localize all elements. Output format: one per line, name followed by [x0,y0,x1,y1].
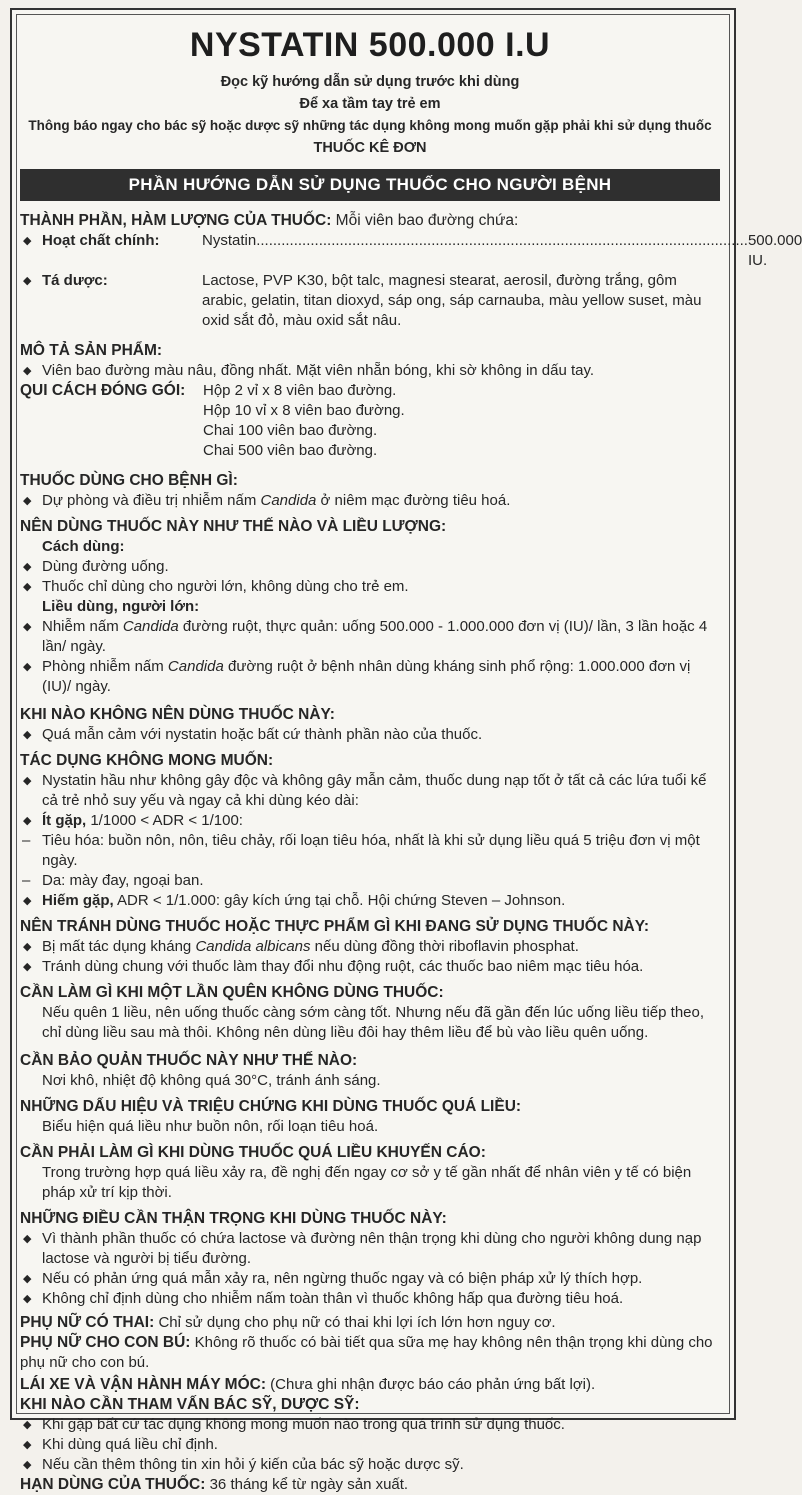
warning-children: Để xa tầm tay trẻ em [299,96,441,112]
overdose-signs-heading: NHỮNG DẤU HIỆU VÀ TRIỆU CHỨNG KHI DÙNG THUỐC QUÁ LIỀU: [20,1098,522,1115]
overdose-signs-text: Biểu hiện quá liều như buồn nôn, rối loạn tiêu hoá. [42,1118,379,1135]
storage-heading: CẦN BẢO QUẢN THUỐC NÀY NHƯ THẾ NÀO: [20,1052,358,1069]
dose-item: ◆ Nhiễm nấm Candida đường ruột, thực quản: uống 500.000 - 1.000.000 đơn vị (IU)/ lần, 3 lần hoặc 4 lần/ ngày. [20,617,720,657]
usage-item: ◆ Dùng đường uống. [20,557,720,577]
adverse-intro: ◆ Nystatin hầu như không gây độc và không gây mẫn cảm, thuốc dung nạp tốt ở tất cả các lứa tuổi kể cả trẻ nhỏ suy yếu và ngay cả khi dùng kéo dài: [20,771,720,811]
adverse-common-item: – Tiêu hóa: buồn nôn, nôn, tiêu chảy, rối loạn tiêu hóa, nhất là khi sử dụng liều quá 5 triệu đơn vị một ngày. [20,831,720,871]
usage-item: ◆ Thuốc chỉ dùng cho người lớn, không dùng cho trẻ em. [20,577,720,597]
description-text: ◆ Viên bao đường màu nâu, đồng nhất. Mặt viên nhẵn bóng, khi sờ không in dấu tay. [20,361,720,381]
composition-heading: THÀNH PHẦN, HÀM LƯỢNG CỦA THUỐC: Mỗi viên bao đường chứa: [20,212,519,229]
dose-label: Liều dùng, người lớn: [42,598,200,615]
adverse-rare: ◆ Hiếm gặp, ADR < 1/1.000: gây kích ứng tại chỗ. Hội chứng Steven – Johnson. [20,891,720,911]
active-label: ◆ Hoạt chất chính: [42,232,160,249]
dose-item: ◆ Phòng nhiễm nấm Candida đường ruột ở bệnh nhân dùng kháng sinh phổ rộng: 1.000.000 đơn vị (IU)/ ngày. [20,657,720,697]
product-title: NYSTATIN 500.000 I.U [189,26,551,64]
precaution-item: ◆ Vì thành phần thuốc có chứa lactose và đường nên thận trọng khi dùng cho người không dung nạp lactose và người bị tiểu đường. [20,1229,720,1269]
consult-item: ◆ Khi gặp bất cứ tác dụng không mong muốn nào trong quá trình sử dụng thuốc. [20,1415,720,1435]
interaction-item: ◆ Tránh dùng chung với thuốc làm thay đổi nhu động ruột, các thuốc bao niêm mạc tiêu hóa. [20,957,720,977]
consult-item: ◆ Nếu cần thêm thông tin xin hỏi ý kiến của bác sỹ hoặc dược sỹ. [20,1455,720,1475]
active-name: Nystatin [202,232,257,249]
active-ingredient-row [20,231,802,271]
leaflet-content [20,18,802,1495]
driving-line: LÁI XE VÀ VẬN HÀNH MÁY MÓC: (Chưa ghi nhận được báo cáo phản ứng bất lợi). [20,1376,596,1393]
adverse-heading: TÁC DỤNG KHÔNG MONG MUỐN: [20,752,274,769]
expiry-line: HẠN DÙNG CỦA THUỐC: 36 tháng kể từ ngày sản xuất. [20,1476,409,1493]
contra-text: ◆ Quá mẫn cảm với nystatin hoặc bất cứ thành phần nào của thuốc. [20,725,720,745]
overdose-action-heading: CẦN PHẢI LÀM GÌ KHI DÙNG THUỐC QUÁ LIỀU KHUYẾN CÁO: [20,1144,486,1161]
active-amount: 500.000 IU. [747,232,802,269]
warning-report: Thông báo ngay cho bác sỹ hoặc dược sỹ những tác dụng không mong muốn gặp phải khi sử dụng thuốc [28,118,712,133]
pregnancy-line: PHỤ NỮ CÓ THAI: Chỉ sử dụng cho phụ nữ có thai khi lợi ích lớn hơn nguy cơ. [20,1314,556,1331]
excipient-label: ◆ Tá dược: [42,272,108,289]
usage-label: Cách dùng: [42,538,125,555]
consult-heading: KHI NÀO CẦN THAM VẤN BÁC SỸ, DƯỢC SỸ: [20,1396,360,1413]
packaging-item: Hộp 2 vỉ x 8 viên bao đường. [203,382,397,399]
precaution-item: ◆ Nếu có phản ứng quá mẫn xảy ra, nên ngừng thuốc ngay và có biện pháp xử lý thích hợp. [20,1269,720,1289]
packaging-item: Chai 500 viên bao đường. [203,442,378,459]
packaging-item: Hộp 10 vỉ x 8 viên bao đường. [203,402,405,419]
consult-item: ◆ Khi dùng quá liều chỉ định. [20,1435,720,1455]
precautions-heading: NHỮNG ĐIỀU CẦN THẬN TRỌNG KHI DÙNG THUỐC NÀY: [20,1210,447,1227]
precaution-item: ◆ Không chỉ định dùng cho nhiễm nấm toàn thân vì thuốc không hấp qua đường tiêu hoá. [20,1289,720,1309]
dot-leader: ...................................................................................................................... [256,232,748,249]
adverse-common: ◆ Ít gặp, 1/1000 < ADR < 1/100: [20,811,720,831]
packaging-block [20,381,720,461]
storage-text: Nơi khô, nhiệt độ không quá 30°C, tránh ánh sáng. [42,1072,381,1089]
interactions-heading: NÊN TRÁNH DÙNG THUỐC HOẶC THỰC PHẨM GÌ KHI ĐANG SỬ DỤNG THUỐC NÀY: [20,918,650,935]
prescription-label: THUỐC KÊ ĐƠN [313,140,427,156]
contra-heading: KHI NÀO KHÔNG NÊN DÙNG THUỐC NÀY: [20,706,335,723]
lactation-line: PHỤ NỮ CHO CON BÚ: Không rõ thuốc có bài tiết qua sữa mẹ hay không nên thận trọng khi dùng cho phụ nữ cho con bú. [20,1334,713,1371]
description-heading: MÔ TẢ SẢN PHẨM: [20,342,163,359]
interaction-item: ◆ Bị mất tác dụng kháng Candida albicans nếu dùng đồng thời riboflavin phosphat. [20,937,720,957]
packaging-item: Chai 100 viên bao đường. [203,422,378,439]
section-banner: PHẦN HƯỚNG DẪN SỬ DỤNG THUỐC CHO NGƯỜI BỆNH [20,169,720,201]
dosage-heading: NÊN DÙNG THUỐC NÀY NHƯ THẾ NÀO VÀ LIỀU LƯỢNG: [20,518,447,535]
packaging-heading: QUI CÁCH ĐÓNG GÓI: [20,382,186,399]
excipient-list: Lactose, PVP K30, bột talc, magnesi stearat, aerosil, đường trắng, gôm arabic, gelatin, titan dioxyd, sáp ong, sáp carnauba, màu yellow suset, màu oxid sắt đỏ, màu oxid sắt nâu. [202,272,702,329]
adverse-common-item: – Da: mày đay, ngoại ban. [20,871,720,891]
missed-heading: CẦN LÀM GÌ KHI MỘT LẦN QUÊN KHÔNG DÙNG THUỐC: [20,984,444,1001]
missed-text: Nếu quên 1 liều, nên uống thuốc càng sớm càng tốt. Nhưng nếu đã gần đến lúc uống liều tiếp theo, chỉ dùng liều sau mà thôi. Không nên dùng liều đôi hay thêm liều để bù vào liều quên uống. [42,1004,705,1041]
overdose-action-text: Trong trường hợp quá liều xảy ra, đề nghị đến ngay cơ sở y tế gần nhất để nhân viên y tế có biện pháp xử trí kịp thời. [42,1164,692,1201]
indication-heading: THUỐC DÙNG CHO BỆNH GÌ: [20,472,238,489]
warning-read: Đọc kỹ hướng dẫn sử dụng trước khi dùng [220,74,520,90]
excipient-row [20,271,720,331]
indication-text: ◆ Dự phòng và điều trị nhiễm nấm Candida ở niêm mạc đường tiêu hoá. [20,491,720,511]
